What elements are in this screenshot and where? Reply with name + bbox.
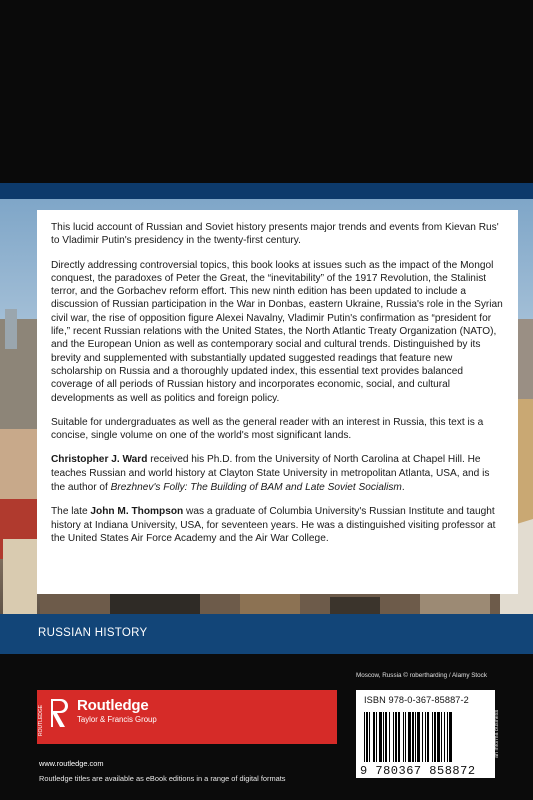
informa-business-text: an informa business xyxy=(494,709,500,759)
author-book-title: Brezhnev's Folly: The Building of BAM and Late Soviet Socialism xyxy=(110,481,402,493)
barcode-bar xyxy=(385,712,387,762)
barcode-digits: 9 780367 858872 xyxy=(360,764,476,778)
barcode-bar xyxy=(364,712,365,762)
ebook-note: Routledge titles are available as eBook editions in a range of digital formats xyxy=(39,774,286,783)
barcode-bar xyxy=(408,712,411,762)
routledge-r-icon xyxy=(48,697,70,729)
author-name-thompson: John M. Thompson xyxy=(90,506,184,518)
description-paragraph-2: Directly addressing controversial topics, this book looks at issues such as the impact of the Mongol conquest, the paradoxes of Peter the Great, the “inevitability” of the 1917 Revolution, the Stalinist terror, and the Gorbachev reform effort. This new ninth edition has been updated to include a discussion of Russian participation in the War in Donbas, eastern Ukraine, Russia's role in the Syrian civil war, the rise of opposition figure Alexei Navalny, Vladimir Putin's confirmation as “president for life,” recent Russian relations with the United States, the North Atlantic Treaty Organization (NATO), and the European Union as well as contemporary social and cultural trends. Distinguished by its brevity and supplemented with substantially updated suggested readings that feature new scholarship on Russia and a thoroughly updated index, this essential text provides balanced coverage of all periods of Russian history and incorporates economic, social, and cultural developments as well as politics and foreign policy. xyxy=(51,259,503,404)
barcode-bar xyxy=(379,712,382,762)
barcode-bar xyxy=(437,712,440,762)
barcode-bar xyxy=(403,712,404,762)
barcode-bar xyxy=(393,712,394,762)
series-label: RUSSIAN HISTORY xyxy=(38,627,148,639)
barcode-bar xyxy=(425,712,426,762)
barcode-bar xyxy=(369,712,370,762)
barcode-bar xyxy=(447,712,448,762)
barcode-bar xyxy=(415,712,416,762)
barcode-bar xyxy=(376,712,377,762)
isbn-label: ISBN 978-0-367-85887-2 xyxy=(364,695,469,705)
photo-credit: Moscow, Russia © robertharding / Alamy Stock xyxy=(356,672,487,679)
author-bio-ward-text-2: . xyxy=(401,481,405,493)
back-cover-text-panel xyxy=(37,210,518,594)
barcode-bar xyxy=(441,712,442,762)
barcode-bar xyxy=(389,712,390,762)
barcode-bar xyxy=(427,712,429,762)
author-name-ward: Christopher J. Ward xyxy=(51,454,148,466)
author-bio-thompson-pre: The late xyxy=(51,506,91,518)
author-bio-thompson-text: was a graduate of Columbia University's Russian Institute and taught history at Indiana University, USA, for seventeen years. He was a distinguished visiting professor at the United States Air Force Academy and the Air War College. xyxy=(51,506,496,545)
publisher-name: Routledge xyxy=(77,697,149,714)
barcode-bar xyxy=(412,712,414,762)
author-bio-ward xyxy=(51,453,504,494)
publisher-vertical-text: ROUTLEDGE xyxy=(38,704,44,736)
barcode-bar xyxy=(395,712,397,762)
description-paragraph-3: Suitable for undergraduates as well as the general reader with an interest in Russia, this text is a concise, single volume on one of the world's most significant lands. xyxy=(51,416,484,442)
barcode xyxy=(360,712,492,766)
description-paragraph-1: This lucid account of Russian and Soviet history presents major trends and events from Kievan Rus' to Vladimir Putin's presidency in the twenty-first century. xyxy=(51,222,499,247)
barcode-bar xyxy=(405,712,406,762)
publisher-url: www.routledge.com xyxy=(39,759,104,768)
author-bio-thompson xyxy=(51,505,504,546)
barcode-bar xyxy=(366,712,368,762)
barcode-bar xyxy=(444,712,445,762)
barcode-bar xyxy=(449,712,452,762)
barcode-bar xyxy=(398,712,400,762)
publisher-group: Taylor & Francis Group xyxy=(77,715,157,724)
top-blue-band xyxy=(0,183,533,199)
barcode-bar xyxy=(373,712,375,762)
barcode-bar xyxy=(422,712,423,762)
author-bio-ward-text-1: received his Ph.D. from the University of North Carolina at Chapel Hill. He teaches Russian and world history at Clayton State University in metropolitan Atlanta, USA, and is the author of xyxy=(51,454,490,493)
top-black-area xyxy=(0,0,533,183)
barcode-bar xyxy=(432,712,433,762)
barcode-bar xyxy=(383,712,384,762)
barcode-bar xyxy=(417,712,420,762)
barcode-bar xyxy=(434,712,436,762)
